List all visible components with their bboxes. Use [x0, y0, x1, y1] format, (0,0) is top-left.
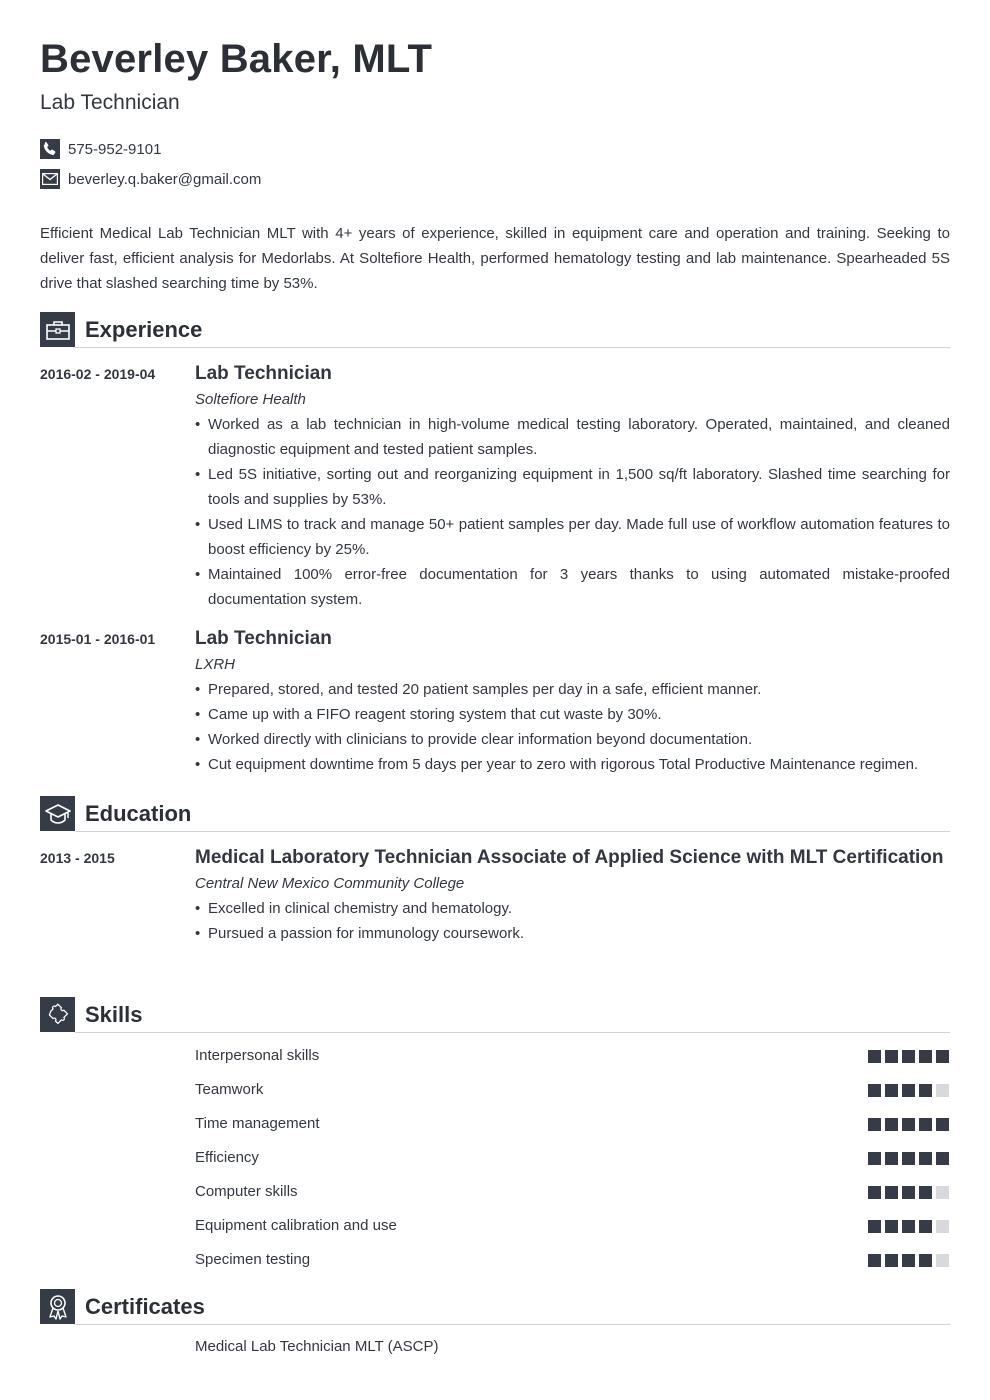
- rating-dot-filled: [885, 1118, 898, 1131]
- entry-bullets: [195, 677, 950, 777]
- contact-phone: [40, 139, 161, 159]
- skills-section-header: [40, 997, 950, 1033]
- skill-row: [195, 1216, 950, 1236]
- skill-name: Interpersonal skills: [195, 1047, 320, 1064]
- skill-name: Specimen testing: [195, 1251, 311, 1268]
- rating-dot-empty: [936, 1220, 949, 1233]
- summary-paragraph: Efficient Medical Lab Technician MLT with 4+ years of experience, skilled in equipment care and operation and training. Seeking to deliver fast, efficient analysis for Medorlabs. At Soltefiore Health, performed hematology testing and lab maintenance. Spearheaded 5S drive that slashed searching time by 53%.: [40, 225, 950, 292]
- envelope-icon: [40, 169, 60, 189]
- rating-dot-filled: [868, 1220, 881, 1233]
- experience-heading: Experience: [85, 317, 203, 342]
- skill-rating: [864, 1050, 949, 1063]
- email-address[interactable]: beverley.q.baker@gmail.com: [68, 170, 262, 188]
- rating-dot-filled: [885, 1220, 898, 1233]
- rating-dot-filled: [902, 1186, 915, 1199]
- skill-row: [195, 1148, 950, 1168]
- phone-icon: [40, 139, 60, 159]
- rating-dot-filled: [919, 1084, 932, 1097]
- skill-row: [195, 1046, 950, 1066]
- rating-dot-filled: [868, 1050, 881, 1063]
- rating-dot-filled: [936, 1050, 949, 1063]
- bullet-item: • Came up with a FIFO reagent storing system that cut waste by 30%.: [195, 702, 950, 727]
- skill-rating: [864, 1186, 949, 1199]
- rating-dot-filled: [902, 1152, 915, 1165]
- certificate-item: Medical Lab Technician MLT (ASCP): [195, 1338, 439, 1355]
- entry-dates: 2015-01 - 2016-01: [40, 631, 156, 647]
- rating-dot-filled: [936, 1118, 949, 1131]
- skill-name: Time management: [195, 1115, 320, 1132]
- entry-bullets: [195, 896, 950, 946]
- certificates-heading: Certificates: [85, 1294, 205, 1319]
- briefcase-icon: [40, 312, 75, 347]
- rating-dot-filled: [885, 1254, 898, 1267]
- phone-number[interactable]: 575-952-9101: [68, 140, 162, 158]
- rating-dot-filled: [919, 1220, 932, 1233]
- entry-role: Lab Technician: [195, 628, 332, 649]
- rating-dot-empty: [936, 1186, 949, 1199]
- award-ribbon-icon: [40, 1289, 75, 1324]
- section-divider: [75, 1324, 950, 1325]
- section-divider: [75, 831, 950, 832]
- skill-name: Efficiency: [195, 1149, 259, 1166]
- rating-dot-filled: [919, 1152, 932, 1165]
- rating-dot-filled: [902, 1118, 915, 1131]
- rating-dot-filled: [868, 1254, 881, 1267]
- entry-dates: 2013 - 2015: [40, 850, 115, 866]
- rating-dot-filled: [902, 1084, 915, 1097]
- bullet-item: • Maintained 100% error-free documentation for 3 years thanks to using automated mistake-proofed documentation system.: [195, 562, 950, 612]
- education-heading: Education: [85, 801, 192, 826]
- rating-dot-filled: [902, 1254, 915, 1267]
- section-divider: [75, 347, 950, 348]
- candidate-title: Lab Technician: [40, 91, 180, 114]
- rating-dot-filled: [936, 1152, 949, 1165]
- rating-dot-filled: [902, 1050, 915, 1063]
- rating-dot-filled: [868, 1118, 881, 1131]
- rating-dot-filled: [868, 1084, 881, 1097]
- experience-section-header: [40, 312, 950, 348]
- education-section-header: [40, 796, 950, 832]
- certificates-section-header: [40, 1289, 950, 1325]
- skill-rating: [864, 1152, 949, 1165]
- entry-school: Central New Mexico Community College: [195, 875, 465, 892]
- skill-row: [195, 1114, 950, 1134]
- rating-dot-filled: [902, 1220, 915, 1233]
- section-divider: [75, 1032, 950, 1033]
- rating-dot-filled: [885, 1152, 898, 1165]
- skill-rating: [864, 1084, 949, 1097]
- graduation-cap-icon: [40, 796, 75, 831]
- skill-row: [195, 1080, 950, 1100]
- rating-dot-empty: [936, 1084, 949, 1097]
- bullet-item: • Prepared, stored, and tested 20 patient samples per day in a safe, efficient manner.: [195, 677, 950, 702]
- rating-dot-filled: [885, 1084, 898, 1097]
- entry-role: Lab Technician: [195, 363, 332, 384]
- skill-row: [195, 1182, 950, 1202]
- skill-name: Teamwork: [195, 1081, 264, 1098]
- candidate-name: Beverley Baker, MLT: [40, 37, 433, 81]
- entry-degree: Medical Laboratory Technician Associate of Applied Science with MLT Certification: [195, 847, 944, 868]
- skill-row: [195, 1250, 950, 1270]
- contact-email: [40, 169, 261, 189]
- bullet-item: • Cut equipment downtime from 5 days per year to zero with rigorous Total Productive Maintenance regimen.: [195, 752, 950, 777]
- rating-dot-filled: [885, 1050, 898, 1063]
- rating-dot-filled: [868, 1152, 881, 1165]
- skill-name: Computer skills: [195, 1183, 298, 1200]
- entry-bullets: [195, 412, 950, 612]
- skill-rating: [864, 1254, 949, 1267]
- skill-name: Equipment calibration and use: [195, 1217, 397, 1234]
- rating-dot-filled: [885, 1186, 898, 1199]
- rating-dot-filled: [919, 1118, 932, 1131]
- skills-heading: Skills: [85, 1002, 143, 1027]
- rating-dot-filled: [919, 1050, 932, 1063]
- entry-dates: 2016-02 - 2019-04: [40, 366, 156, 382]
- bullet-item: • Led 5S initiative, sorting out and reorganizing equipment in 1,500 sq/ft laboratory. Slashed time searching for tools and supplies by 53%.: [195, 462, 950, 512]
- bullet-item: • Used LIMS to track and manage 50+ patient samples per day. Made full use of workflow automation features to boost efficiency by 25%.: [195, 512, 950, 562]
- rating-dot-filled: [919, 1254, 932, 1267]
- rating-dot-filled: [868, 1186, 881, 1199]
- bullet-item: • Worked directly with clinicians to provide clear information beyond documentation.: [195, 727, 950, 752]
- entry-company: LXRH: [195, 656, 236, 673]
- entry-company: Soltefiore Health: [195, 391, 306, 408]
- skill-rating: [864, 1220, 949, 1233]
- rating-dot-filled: [919, 1186, 932, 1199]
- bullet-item: • Worked as a lab technician in high-volume medical testing laboratory. Operated, maintained, and cleaned diagnostic equipment and tested patient samples.: [195, 412, 950, 462]
- bullet-item: • Excelled in clinical chemistry and hematology.: [195, 896, 950, 921]
- bullet-item: • Pursued a passion for immunology coursework.: [195, 921, 950, 946]
- puzzle-icon: [40, 997, 75, 1032]
- skill-rating: [864, 1118, 949, 1131]
- rating-dot-empty: [936, 1254, 949, 1267]
